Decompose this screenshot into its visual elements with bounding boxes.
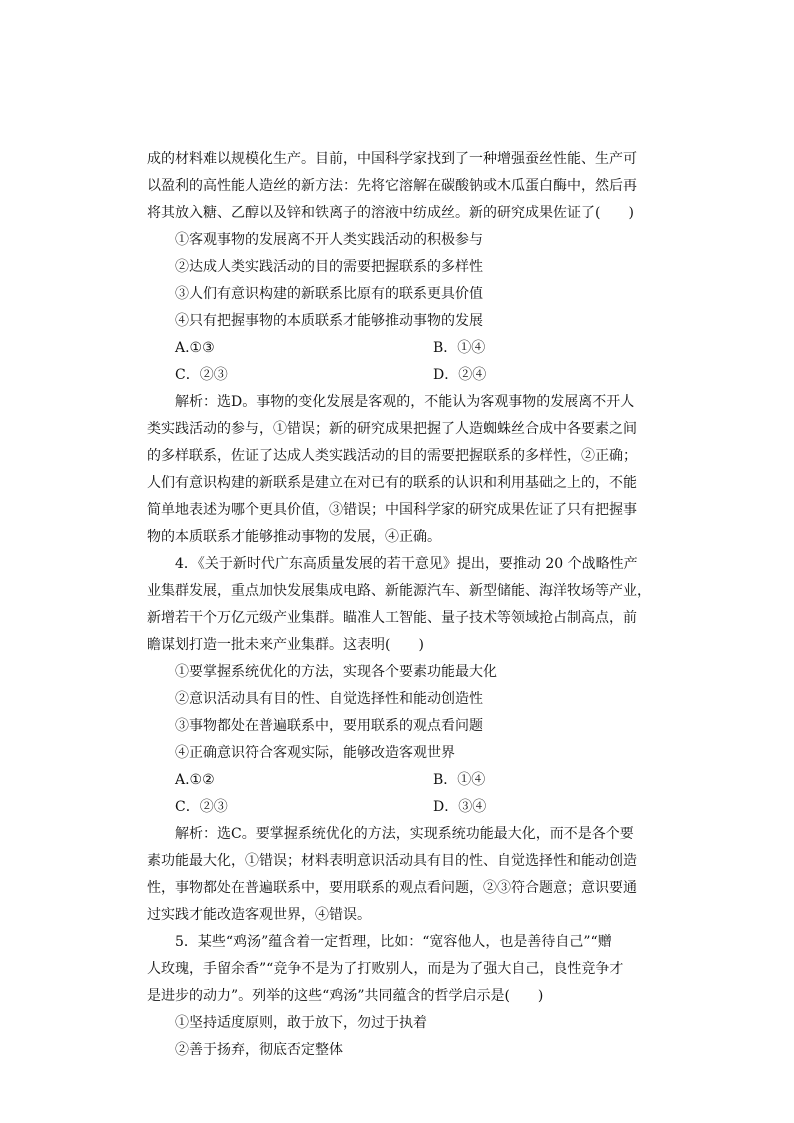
statement-item: ④正确意识符合客观实际，能够改造客观世界 <box>175 745 455 761</box>
statement-item: ④只有把握事物的本质联系才能够推动事物的发展 <box>175 313 483 329</box>
q4-stem <box>147 551 651 659</box>
analysis-line: 物的本质联系才能够推动事物的发展，④正确。 <box>147 529 441 545</box>
document-page <box>147 146 651 1064</box>
analysis-line: 性，事物都处在普遍联系中，要用联系的观点看问题，②③符合题意；意识要通 <box>147 880 637 896</box>
statement-item: ②意识活动具有目的性、自觉选择性和能动创造性 <box>175 691 483 707</box>
option-c: C．②③ <box>175 799 228 815</box>
options-row <box>147 362 647 389</box>
option-a: A.①③ <box>175 340 215 356</box>
option-b: B．①④ <box>433 340 486 356</box>
option-d: D．②④ <box>433 367 487 383</box>
text-line: 以盈利的高性能人造丝的新方法：先将它溶解在碳酸钠或木瓜蛋白酶中，然后再 <box>147 178 637 194</box>
text-line: 成的材料难以规模化生产。目前，中国科学家找到了一种增强蚕丝性能、生产可 <box>147 151 637 167</box>
text-line: 将其放入糖、乙醇以及锌和铁离子的溶液中纺成丝。新的研究成果佐证了( ) <box>147 205 634 221</box>
analysis-line: 过实践才能改造客观世界，④错误。 <box>147 907 371 923</box>
statement-item: ③人们有意识构建的新联系比原有的联系更具价值 <box>175 286 483 302</box>
question-line: 人玫瑰，手留余香”“竞争不是为了打败别人，而是为了强大自己，良性竞争才 <box>147 961 624 977</box>
option-d: D．③④ <box>433 799 487 815</box>
analysis-line: 的多样联系，佐证了达成人类实践活动的目的需要把握联系的多样性，②正确； <box>147 448 637 464</box>
intro-paragraph <box>147 146 647 227</box>
question-line: 新增若干个万亿元级产业集群。瞄准人工智能、量子技术等领域抢占制高点，前 <box>147 610 637 626</box>
question-line: 瞻谋划打造一批未来产业集群。这表明( ) <box>147 637 424 653</box>
q5-statements <box>147 1010 647 1064</box>
option-a: A.①② <box>175 772 215 788</box>
analysis-line: 解析：选D。事物的变化发展是客观的，不能认为客观事物的发展离不开人 <box>175 394 635 410</box>
q3-analysis <box>147 389 647 551</box>
analysis-line: 类实践活动的参与，①错误；新的研究成果把握了人造蜘蛛丝合成中各要素之间 <box>147 421 637 437</box>
option-b: B．①④ <box>433 772 486 788</box>
options-row <box>147 794 647 821</box>
q5-stem <box>147 929 647 1010</box>
statement-item: ③事物都处在普遍联系中，要用联系的观点看问题 <box>175 718 483 734</box>
statement-item: ①要掌握系统优化的方法，实现各个要素功能最大化 <box>175 664 497 680</box>
question-line: 业集群发展，重点加快发展集成电路、新能源汽车、新型储能、海洋牧场等产业， <box>147 583 651 599</box>
analysis-line: 素功能最大化，①错误；材料表明意识活动具有目的性、自觉选择性和能动创造 <box>147 853 637 869</box>
analysis-line: 简单地表述为哪个更具价值，③错误；中国科学家的研究成果佐证了只有把握事 <box>147 502 637 518</box>
question-line: 是进步的动力”。列举的这些“鸡汤”共同蕴含的哲学启示是( ) <box>147 988 544 1004</box>
analysis-line: 人们有意识构建的新联系是建立在对已有的联系的认识和利用基础之上的，不能 <box>147 475 637 491</box>
q4-analysis <box>147 821 647 929</box>
statement-item: ①坚持适度原则，敢于放下，勿过于执着 <box>175 1015 427 1031</box>
q4-options <box>147 767 647 821</box>
options-row <box>147 335 647 362</box>
analysis-line: 解析：选C。要掌握系统优化的方法，实现系统功能最大化，而不是各个要 <box>175 826 634 842</box>
q4-statements <box>147 659 647 767</box>
option-c: C．②③ <box>175 367 228 383</box>
statement-item: ②达成人类实践活动的目的需要把握联系的多样性 <box>175 259 483 275</box>
options-row <box>147 767 647 794</box>
statement-item: ②善于扬弃，彻底否定整体 <box>175 1042 343 1058</box>
q3-statements <box>147 227 647 335</box>
question-line: 4．《关于新时代广东高质量发展的若干意见》提出，要推动 20 个战略性产 <box>175 556 638 572</box>
q3-options <box>147 335 647 389</box>
question-line: 5．某些“鸡汤”蕴含着一定哲理，比如：“宽容他人，也是善待自己”“赠 <box>175 934 612 950</box>
statement-item: ①客观事物的发展离不开人类实践活动的积极参与 <box>175 232 483 248</box>
